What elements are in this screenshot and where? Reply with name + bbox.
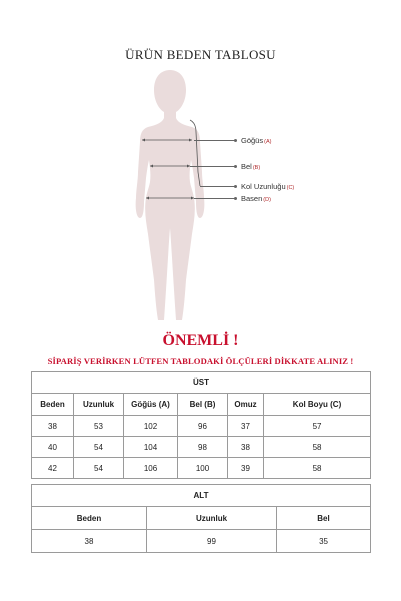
lower-header-waist: Bel — [277, 507, 371, 530]
table-cell: 58 — [264, 458, 371, 479]
page-title: ÜRÜN BEDEN TABLOSU — [125, 47, 276, 62]
sleeve-label: Kol Uzunluğu(C) — [241, 182, 295, 191]
table-cell: 42 — [32, 458, 74, 479]
table-cell: 58 — [264, 437, 371, 458]
table-cell: 54 — [74, 437, 124, 458]
upper-size-table — [31, 371, 371, 479]
lower-header-length: Uzunluk — [147, 507, 277, 530]
hip-leader-line — [194, 198, 236, 199]
table-cell: 35 — [277, 530, 371, 553]
upper-header-length: Uzunluk — [74, 394, 124, 416]
sleeve-leader-dot — [234, 185, 237, 188]
chest-code: (A) — [264, 139, 272, 145]
upper-header-chest: Göğüs (A) — [124, 394, 178, 416]
upper-header-size: Beden — [32, 394, 74, 416]
table-cell: 38 — [32, 416, 74, 437]
table-row — [32, 458, 371, 479]
lower-table-caption: ALT — [32, 485, 371, 507]
table-cell: 104 — [124, 437, 178, 458]
waist-label: Bel(B) — [241, 162, 261, 171]
table-cell: 54 — [74, 458, 124, 479]
table-cell: 106 — [124, 458, 178, 479]
chest-leader-dot — [234, 139, 237, 142]
table-cell: 99 — [147, 530, 277, 553]
table-cell: 98 — [178, 437, 228, 458]
sleeve-leader-line — [200, 186, 236, 187]
waist-leader-dot — [234, 165, 237, 168]
hip-code: (D) — [263, 197, 271, 203]
table-cell: 39 — [228, 458, 264, 479]
lower-size-table — [31, 484, 371, 553]
table-cell: 100 — [178, 458, 228, 479]
upper-header-waist: Bel (B) — [178, 394, 228, 416]
table-cell: 102 — [124, 416, 178, 437]
upper-header-shoulder: Omuz — [228, 394, 264, 416]
hip-label: Basen(D) — [241, 194, 271, 203]
table-cell: 96 — [178, 416, 228, 437]
table-cell: 38 — [228, 437, 264, 458]
body-silhouette — [120, 68, 220, 326]
table-row — [32, 437, 371, 458]
lower-header-size: Beden — [32, 507, 147, 530]
chest-leader-line — [194, 140, 236, 141]
upper-table-caption: ÜST — [32, 372, 371, 394]
table-cell: 53 — [74, 416, 124, 437]
table-cell: 57 — [264, 416, 371, 437]
table-row — [32, 416, 371, 437]
sleeve-code: (C) — [286, 185, 295, 191]
important-heading: ÖNEMLİ ! — [162, 332, 239, 349]
chest-label: Göğüs(A) — [241, 136, 272, 145]
upper-header-sleeve: Kol Boyu (C) — [264, 394, 371, 416]
waist-code: (B) — [252, 165, 261, 171]
warning-text: SİPARİŞ VERİRKEN LÜTFEN TABLODAKİ ÖLÇÜLERİ DİKKATE ALINIZ ! — [47, 356, 354, 366]
table-row — [32, 530, 371, 553]
table-cell: 37 — [228, 416, 264, 437]
hip-leader-dot — [234, 197, 237, 200]
table-cell: 38 — [32, 530, 147, 553]
table-cell: 40 — [32, 437, 74, 458]
waist-leader-line — [190, 166, 236, 167]
